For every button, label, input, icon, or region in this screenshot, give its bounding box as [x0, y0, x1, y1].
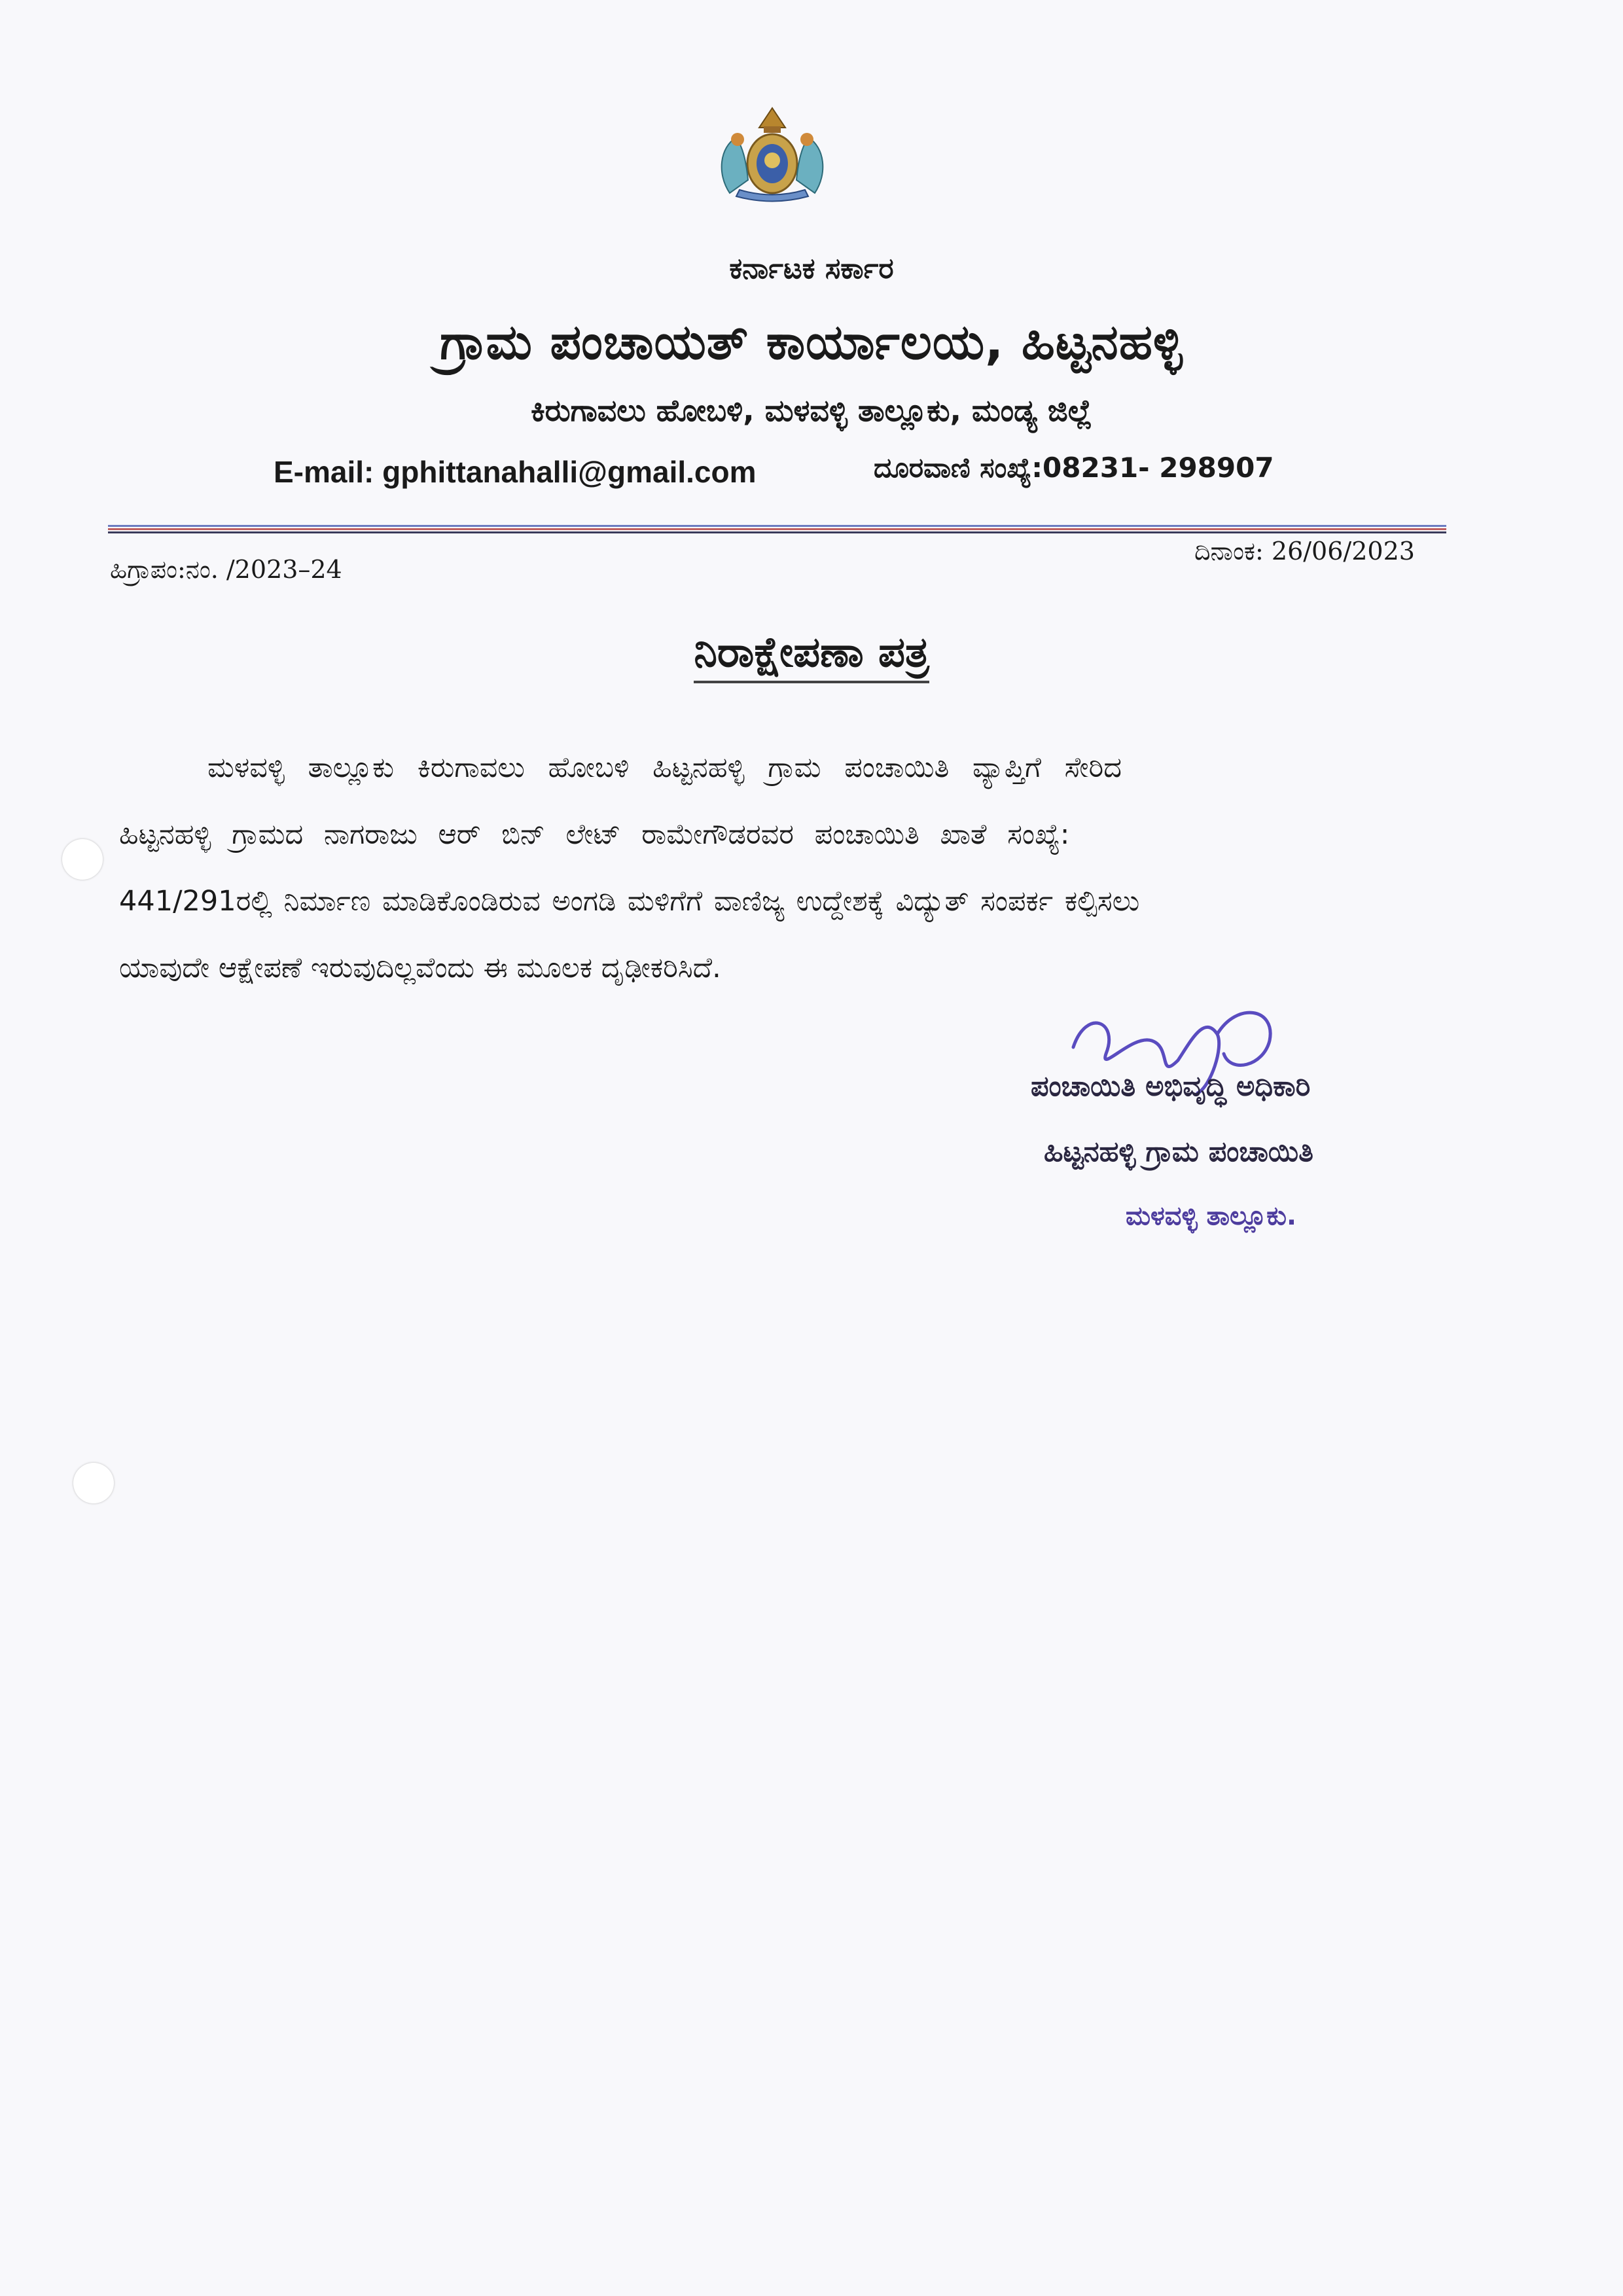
signatory-designation: ಪಂಚಾಯಿತಿ ಅಭಿವೃದ್ಧಿ ಅಧಿಕಾರಿ [1031, 1070, 1311, 1103]
body-line: ಮಳವಳ್ಳಿ ತಾಲ್ಲೂಕು ಕಿರುಗಾವಲು ಹೋಬಳಿ ಹಿಟ್ಟನಹಳ್ಳಿ ಗ್ರಾಮ ಪಂಚಾಯಿತಿ ವ್ಯಾಪ್ತಿಗೆ ಸೇರಿದ [207, 751, 1122, 784]
reference-number: ಹಿಗ್ರಾಪಂ:ನಂ. /2023–24 [110, 555, 342, 584]
signatory-office: ಹಿಟ್ಟನಹಳ್ಳಿ ಗ್ರಾಮ ಪಂಚಾಯಿತಿ [1044, 1136, 1313, 1168]
office-title: ಗ್ರಾಮ ಪಂಚಾಯತ್ ಕಾರ್ಯಾಲಯ, ಹಿಟ್ಟನಹಳ್ಳಿ [440, 314, 1183, 370]
punch-hole [73, 1463, 114, 1503]
header-rule-bottom [108, 531, 1446, 533]
header-rule-top [108, 525, 1446, 527]
body-line: ಹಿಟ್ಟನಹಳ್ಳಿ ಗ್ರಾಮದ ನಾಗರಾಜು ಆರ್ ಬಿನ್ ಲೇಟ್ ರಾಮೇಗೌಡರವರ ಪಂಚಾಯಿತಿ ಖಾತೆ ಸಂಖ್ಯೆ: [119, 818, 1070, 851]
government-name: ಕರ್ನಾಟಕ ಸರ್ಕಾರ [729, 252, 894, 285]
signatory-taluk: ಮಳವಳ್ಳಿ ತಾಲ್ಲೂಕು. [1126, 1201, 1297, 1231]
body-line: 441/291ರಲ್ಲಿ ನಿರ್ಮಾಣ ಮಾಡಿಕೊಂಡಿರುವ ಅಂಗಡಿ ಮಳಿಗೆಗೆ ವಾಣಿಜ್ಯ ಉದ್ದೇಶಕ್ಕೆ ವಿದ್ಯುತ್ ಸಂಪರ್ಕ ಕಲ್ಪಿಸಲು [119, 885, 1140, 918]
phone-number: ದೂರವಾಣಿ ಸಂಖ್ಯೆ:08231- 298907 [874, 452, 1274, 484]
subject-text: ನಿರಾಕ್ಷೇಪಣಾ ಪತ್ರ [694, 628, 929, 683]
header-rule-middle [108, 528, 1446, 530]
letter-date: ದಿನಾಂಕ: 26/06/2023 [1194, 537, 1415, 565]
punch-hole [62, 839, 103, 880]
body-line: ಯಾವುದೇ ಆಕ್ಷೇಪಣೆ ಇರುವುದಿಲ್ಲವೆಂದು ಈ ಮೂಲಕ ದೃಢೀಕರಿಸಿದೆ. [119, 952, 721, 984]
email-address: E-mail: gphittanahalli@gmail.com [274, 455, 757, 489]
karnataka-emblem-icon [690, 101, 854, 206]
subject-heading [0, 628, 1623, 683]
office-address: ಕಿರುಗಾವಲು ಹೋಬಳಿ, ಮಳವಳ್ಳಿ ತಾಲ್ಲೂಕು, ಮಂಡ್ಯ ಜಿಲ್ಲೆ [531, 393, 1092, 428]
